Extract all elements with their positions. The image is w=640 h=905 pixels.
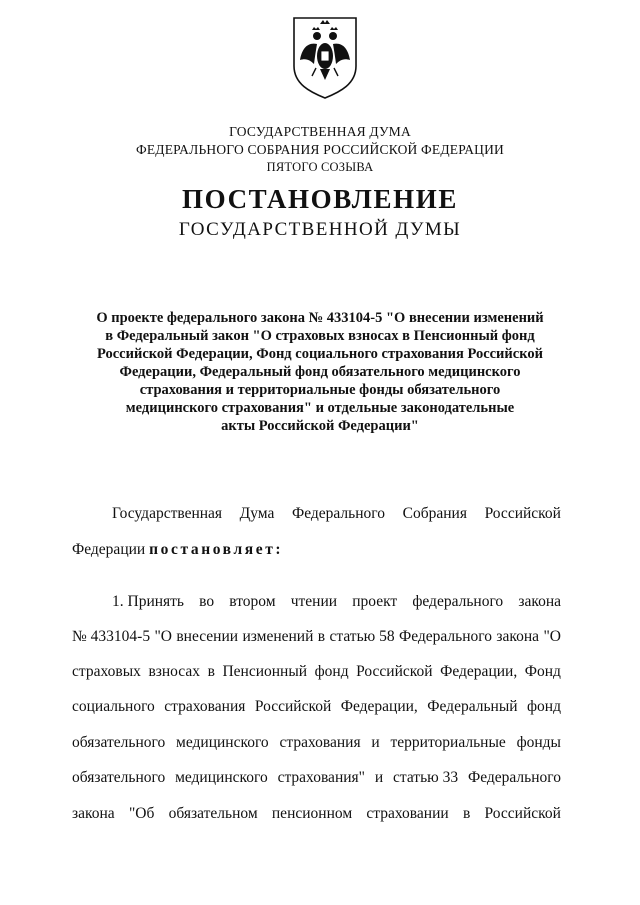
word: страхования" xyxy=(277,769,365,786)
word: в xyxy=(317,628,326,645)
word: Федерального xyxy=(398,628,493,645)
document-subtitle: ГОСУДАРСТВЕННОЙ ДУМЫ xyxy=(178,219,462,240)
word: внесении xyxy=(176,628,239,645)
subject-line: Российской Федерации, Фонд социального страхования Российской xyxy=(97,346,543,362)
word: "О xyxy=(543,628,561,645)
word: фонд xyxy=(527,698,561,715)
paragraph1-line-2 xyxy=(72,627,561,647)
word: социального xyxy=(72,698,155,715)
preamble-word: Российской xyxy=(484,505,561,522)
preamble-word: Собрания xyxy=(402,505,467,522)
resolution-verb: постановляет: xyxy=(149,541,284,558)
word: проект xyxy=(352,593,398,610)
preamble-word: Федерального xyxy=(291,505,386,522)
word: федерального xyxy=(412,593,504,610)
word: фонд xyxy=(314,663,349,680)
word: Российской xyxy=(254,698,332,715)
paragraph1-line-3 xyxy=(72,662,561,682)
paragraph1-line-1 xyxy=(112,592,561,612)
word: изменений xyxy=(242,628,314,645)
paragraph1-line-7 xyxy=(72,804,561,824)
russian-coat-of-arms-icon xyxy=(290,14,360,100)
word: Федеральный xyxy=(427,698,518,715)
paragraph1-line-4 xyxy=(72,697,561,717)
subject-line: медицинского страхования" и отдельные законодательные xyxy=(125,400,515,416)
word: чтении xyxy=(290,593,338,610)
word: Федерации, xyxy=(440,663,518,680)
preamble-line-1 xyxy=(112,504,561,524)
word: обязательного xyxy=(72,769,166,786)
word: страхования xyxy=(279,734,361,751)
word: медицинского xyxy=(176,734,269,751)
word: фонды xyxy=(516,734,561,751)
word: страховании xyxy=(366,805,449,822)
word: "О xyxy=(154,628,172,645)
word: территориальные xyxy=(390,734,506,751)
word: взносах xyxy=(148,663,201,680)
word: обязательного xyxy=(72,734,166,751)
preamble-word: Государственная xyxy=(112,505,223,522)
word: в xyxy=(207,663,215,680)
header-line-2: ФЕДЕРАЛЬНОГО СОБРАНИЯ РОССИЙСКОЙ ФЕДЕРАЦИИ xyxy=(136,142,504,157)
word: статью 33 xyxy=(392,769,459,786)
word: закона xyxy=(72,805,115,822)
subject-line: О проекте федерального закона № 433104-5 "О внесении изменений xyxy=(96,310,544,326)
document-title: ПОСТАНОВЛЕНИЕ xyxy=(182,184,458,214)
word: закона xyxy=(518,593,561,610)
word: Фонд xyxy=(524,663,561,680)
word: и xyxy=(371,734,380,751)
word: втором xyxy=(229,593,276,610)
preamble-word: Дума xyxy=(239,505,275,522)
document-subject xyxy=(70,309,570,435)
word: Федерации, xyxy=(340,698,418,715)
subject-line: акты Российской Федерации" xyxy=(221,418,419,434)
word: статью 58 xyxy=(329,628,395,645)
word: Пенсионный xyxy=(222,663,308,680)
paragraph1-line-6 xyxy=(72,768,561,788)
word: № 433104-5 xyxy=(72,628,151,645)
header-line-1: ГОСУДАРСТВЕННАЯ ДУМА xyxy=(229,124,411,139)
preamble-word: Федерации xyxy=(72,541,146,558)
word: во xyxy=(199,593,215,610)
subject-line: Федерации, Федеральный фонд обязательного медицинского xyxy=(119,364,521,380)
subject-line: страхования и территориальные фонды обязательного xyxy=(139,382,501,398)
word: 1. Принять xyxy=(112,593,185,610)
header-line-3: ПЯТОГО СОЗЫВА xyxy=(266,160,374,174)
paragraph1-line-5 xyxy=(72,733,561,753)
word: и xyxy=(374,769,384,786)
preamble-line-2 xyxy=(72,540,561,560)
word: обязательном xyxy=(168,805,258,822)
word: Российской xyxy=(356,663,433,680)
word: медицинского xyxy=(175,769,268,786)
word: пенсионном xyxy=(271,805,353,822)
word: закона xyxy=(496,628,540,645)
word: "Об xyxy=(128,805,155,822)
subject-line: в Федеральный закон "О страховых взносах в Пенсионный фонд xyxy=(105,328,535,344)
word: страховых xyxy=(72,663,141,680)
word: Российской xyxy=(484,805,561,822)
word: в xyxy=(462,805,471,822)
word: страхования xyxy=(164,698,246,715)
word: Федерального xyxy=(467,769,561,786)
